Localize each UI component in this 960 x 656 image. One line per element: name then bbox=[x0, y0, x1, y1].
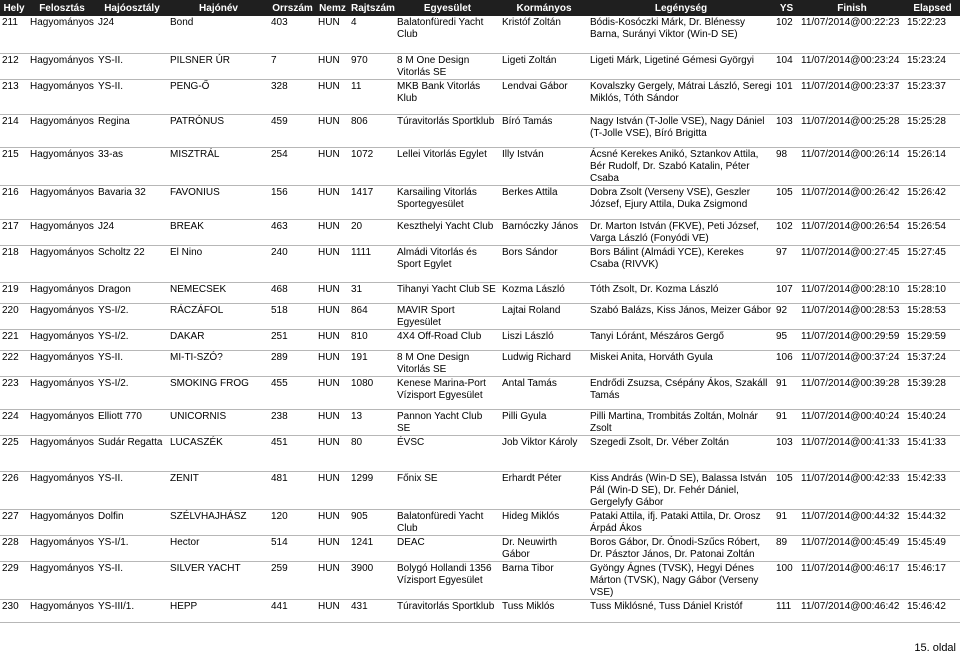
table-row bbox=[0, 435, 960, 471]
results-body bbox=[0, 16, 960, 622]
col-header: Elapsed bbox=[905, 0, 960, 16]
table-row bbox=[0, 409, 960, 435]
cell-start-number: 905 bbox=[349, 509, 395, 535]
table-row bbox=[0, 329, 960, 350]
cell-elapsed: 15:22:23 bbox=[905, 16, 960, 53]
cell-skipper: Kozma László bbox=[500, 282, 588, 303]
cell-skipper: Antal Tamás bbox=[500, 376, 588, 409]
cell-elapsed: 15:42:33 bbox=[905, 471, 960, 509]
cell-finish: 11/07/2014@00:46:17 bbox=[799, 561, 905, 599]
cell-finish: 11/07/2014@00:41:33 bbox=[799, 435, 905, 471]
cell-place: 224 bbox=[0, 409, 28, 435]
col-header: Legénység bbox=[588, 0, 774, 16]
cell-sail-number: 254 bbox=[269, 147, 316, 185]
cell-start-number: 1417 bbox=[349, 185, 395, 219]
cell-class: YS-I/2. bbox=[96, 376, 168, 409]
cell-class: 33-as bbox=[96, 147, 168, 185]
cell-club: Karsailing Vitorlás Sportegyesület bbox=[395, 185, 500, 219]
cell-division: Hagyományos bbox=[28, 509, 96, 535]
cell-elapsed: 15:46:42 bbox=[905, 599, 960, 622]
cell-class: YS-II. bbox=[96, 471, 168, 509]
cell-club: Balatonfüredi Yacht Club bbox=[395, 16, 500, 53]
cell-boat-name: PILSNER ÚR bbox=[168, 53, 269, 79]
table-row bbox=[0, 535, 960, 561]
cell-sail-number: 238 bbox=[269, 409, 316, 435]
page-number: 15. oldal bbox=[914, 642, 956, 654]
col-header: Hely bbox=[0, 0, 28, 16]
cell-club: Főnix SE bbox=[395, 471, 500, 509]
cell-finish: 11/07/2014@00:23:24 bbox=[799, 53, 905, 79]
cell-ys: 105 bbox=[774, 185, 799, 219]
cell-skipper: Illy István bbox=[500, 147, 588, 185]
table-row bbox=[0, 471, 960, 509]
cell-nation: HUN bbox=[316, 219, 349, 245]
cell-ys: 104 bbox=[774, 53, 799, 79]
cell-club: 8 M One Design Vitorlás SE bbox=[395, 53, 500, 79]
cell-elapsed: 15:25:28 bbox=[905, 114, 960, 147]
cell-club: Kenese Marina-Port Vízisport Egyesület bbox=[395, 376, 500, 409]
cell-crew: Bors Bálint (Almádi YCE), Kerekes Csaba (RIVVK) bbox=[588, 245, 774, 282]
cell-elapsed: 15:23:37 bbox=[905, 79, 960, 114]
cell-class: YS-II. bbox=[96, 53, 168, 79]
cell-skipper: Kristóf Zoltán bbox=[500, 16, 588, 53]
cell-elapsed: 15:37:24 bbox=[905, 350, 960, 376]
cell-place: 211 bbox=[0, 16, 28, 53]
cell-start-number: 1111 bbox=[349, 245, 395, 282]
table-row bbox=[0, 303, 960, 329]
cell-boat-name: ZENIT bbox=[168, 471, 269, 509]
cell-class: Scholtz 22 bbox=[96, 245, 168, 282]
header-row bbox=[0, 0, 960, 16]
cell-nation: HUN bbox=[316, 350, 349, 376]
cell-sail-number: 120 bbox=[269, 509, 316, 535]
cell-sail-number: 289 bbox=[269, 350, 316, 376]
cell-elapsed: 15:29:59 bbox=[905, 329, 960, 350]
col-header: Hajónév bbox=[168, 0, 269, 16]
cell-place: 220 bbox=[0, 303, 28, 329]
cell-place: 212 bbox=[0, 53, 28, 79]
cell-division: Hagyományos bbox=[28, 409, 96, 435]
cell-place: 229 bbox=[0, 561, 28, 599]
cell-start-number: 3900 bbox=[349, 561, 395, 599]
cell-place: 219 bbox=[0, 282, 28, 303]
cell-nation: HUN bbox=[316, 471, 349, 509]
cell-class: Elliott 770 bbox=[96, 409, 168, 435]
table-row bbox=[0, 599, 960, 622]
cell-place: 228 bbox=[0, 535, 28, 561]
cell-place: 215 bbox=[0, 147, 28, 185]
cell-crew: Ligeti Márk, Ligetiné Gémesi Györgyi bbox=[588, 53, 774, 79]
cell-skipper: Lajtai Roland bbox=[500, 303, 588, 329]
cell-place: 227 bbox=[0, 509, 28, 535]
cell-division: Hagyományos bbox=[28, 53, 96, 79]
cell-start-number: 970 bbox=[349, 53, 395, 79]
cell-skipper: Tuss Miklós bbox=[500, 599, 588, 622]
cell-crew: Boros Gábor, Dr. Ónodi-Szűcs Róbert, Dr. Pásztor János, Dr. Patonai Zoltán bbox=[588, 535, 774, 561]
cell-crew: Pilli Martina, Trombitás Zoltán, Molnár Zsolt bbox=[588, 409, 774, 435]
cell-division: Hagyományos bbox=[28, 376, 96, 409]
cell-start-number: 11 bbox=[349, 79, 395, 114]
cell-finish: 11/07/2014@00:22:23 bbox=[799, 16, 905, 53]
cell-class: YS-II. bbox=[96, 561, 168, 599]
cell-ys: 102 bbox=[774, 219, 799, 245]
cell-sail-number: 459 bbox=[269, 114, 316, 147]
cell-elapsed: 15:46:17 bbox=[905, 561, 960, 599]
cell-skipper: Job Viktor Károly bbox=[500, 435, 588, 471]
cell-ys: 98 bbox=[774, 147, 799, 185]
cell-crew: Tóth Zsolt, Dr. Kozma László bbox=[588, 282, 774, 303]
cell-sail-number: 468 bbox=[269, 282, 316, 303]
cell-sail-number: 259 bbox=[269, 561, 316, 599]
cell-place: 221 bbox=[0, 329, 28, 350]
cell-skipper: Hideg Miklós bbox=[500, 509, 588, 535]
cell-elapsed: 15:27:45 bbox=[905, 245, 960, 282]
cell-skipper: Bíró Tamás bbox=[500, 114, 588, 147]
cell-place: 216 bbox=[0, 185, 28, 219]
cell-ys: 97 bbox=[774, 245, 799, 282]
cell-ys: 102 bbox=[774, 16, 799, 53]
cell-place: 222 bbox=[0, 350, 28, 376]
cell-place: 213 bbox=[0, 79, 28, 114]
cell-ys: 103 bbox=[774, 435, 799, 471]
table-row bbox=[0, 219, 960, 245]
cell-class: YS-I/2. bbox=[96, 303, 168, 329]
cell-class: Regina bbox=[96, 114, 168, 147]
cell-finish: 11/07/2014@00:28:53 bbox=[799, 303, 905, 329]
cell-elapsed: 15:45:49 bbox=[905, 535, 960, 561]
cell-boat-name: Bond bbox=[168, 16, 269, 53]
cell-class: YS-I/1. bbox=[96, 535, 168, 561]
cell-sail-number: 481 bbox=[269, 471, 316, 509]
cell-skipper: Pilli Gyula bbox=[500, 409, 588, 435]
cell-ys: 91 bbox=[774, 509, 799, 535]
cell-division: Hagyományos bbox=[28, 303, 96, 329]
cell-crew: Dr. Marton István (FKVE), Peti József, Varga László (Fonyódi VE) bbox=[588, 219, 774, 245]
cell-sail-number: 441 bbox=[269, 599, 316, 622]
cell-nation: HUN bbox=[316, 147, 349, 185]
cell-class: YS-II. bbox=[96, 79, 168, 114]
cell-start-number: 31 bbox=[349, 282, 395, 303]
cell-crew: Gyöngy Ágnes (TVSK), Hegyi Dénes Márton (TVSK), Nagy Gábor (Verseny VSE) bbox=[588, 561, 774, 599]
cell-crew: Szegedi Zsolt, Dr. Véber Zoltán bbox=[588, 435, 774, 471]
col-header: Hajóosztály bbox=[96, 0, 168, 16]
cell-crew: Tuss Miklósné, Tuss Dániel Kristóf bbox=[588, 599, 774, 622]
cell-ys: 103 bbox=[774, 114, 799, 147]
cell-club: MKB Bank Vitorlás Klub bbox=[395, 79, 500, 114]
cell-division: Hagyományos bbox=[28, 435, 96, 471]
cell-boat-name: SILVER YACHT bbox=[168, 561, 269, 599]
cell-place: 226 bbox=[0, 471, 28, 509]
cell-division: Hagyományos bbox=[28, 350, 96, 376]
cell-place: 214 bbox=[0, 114, 28, 147]
cell-elapsed: 15:41:33 bbox=[905, 435, 960, 471]
cell-class: YS-II. bbox=[96, 350, 168, 376]
cell-crew: Bódis-Kosóczki Márk, Dr. Blénessy Barna, Surányi Viktor (Win-D SE) bbox=[588, 16, 774, 53]
cell-place: 230 bbox=[0, 599, 28, 622]
cell-crew: Endrődi Zsuzsa, Csépány Ákos, Szakáll Tamás bbox=[588, 376, 774, 409]
cell-crew: Dobra Zsolt (Verseny VSE), Geszler József, Ejury Attila, Duka Zsigmond bbox=[588, 185, 774, 219]
cell-elapsed: 15:23:24 bbox=[905, 53, 960, 79]
cell-finish: 11/07/2014@00:42:33 bbox=[799, 471, 905, 509]
col-header: YS bbox=[774, 0, 799, 16]
col-header: Egyesület bbox=[395, 0, 500, 16]
cell-nation: HUN bbox=[316, 509, 349, 535]
table-row bbox=[0, 561, 960, 599]
col-header: Nemz bbox=[316, 0, 349, 16]
cell-division: Hagyományos bbox=[28, 471, 96, 509]
cell-class: Dolfin bbox=[96, 509, 168, 535]
table-row bbox=[0, 79, 960, 114]
cell-elapsed: 15:44:32 bbox=[905, 509, 960, 535]
cell-division: Hagyományos bbox=[28, 599, 96, 622]
cell-sail-number: 240 bbox=[269, 245, 316, 282]
cell-class: Bavaria 32 bbox=[96, 185, 168, 219]
cell-club: Bolygó Hollandi 1356 Vízisport Egyesület bbox=[395, 561, 500, 599]
cell-club: ÉVSC bbox=[395, 435, 500, 471]
cell-crew: Tanyi Lóránt, Mészáros Gergő bbox=[588, 329, 774, 350]
cell-division: Hagyományos bbox=[28, 561, 96, 599]
table-row bbox=[0, 282, 960, 303]
cell-division: Hagyományos bbox=[28, 147, 96, 185]
cell-ys: 105 bbox=[774, 471, 799, 509]
cell-finish: 11/07/2014@00:26:42 bbox=[799, 185, 905, 219]
cell-crew: Ácsné Kerekes Anikó, Sztankov Attila, Bér Rudolf, Dr. Szabó Katalin, Péter Csaba bbox=[588, 147, 774, 185]
table-row bbox=[0, 147, 960, 185]
cell-elapsed: 15:26:42 bbox=[905, 185, 960, 219]
cell-ys: 107 bbox=[774, 282, 799, 303]
cell-finish: 11/07/2014@00:40:24 bbox=[799, 409, 905, 435]
cell-ys: 101 bbox=[774, 79, 799, 114]
cell-crew: Nagy István (T-Jolle VSE), Nagy Dániel (T-Jolle VSE), Bíró Brigitta bbox=[588, 114, 774, 147]
cell-ys: 100 bbox=[774, 561, 799, 599]
cell-sail-number: 455 bbox=[269, 376, 316, 409]
cell-class: J24 bbox=[96, 16, 168, 53]
cell-start-number: 1299 bbox=[349, 471, 395, 509]
cell-finish: 11/07/2014@00:29:59 bbox=[799, 329, 905, 350]
table-row bbox=[0, 114, 960, 147]
cell-finish: 11/07/2014@00:46:42 bbox=[799, 599, 905, 622]
cell-skipper: Dr. Neuwirth Gábor bbox=[500, 535, 588, 561]
cell-boat-name: LUCASZÉK bbox=[168, 435, 269, 471]
cell-boat-name: PATRÓNUS bbox=[168, 114, 269, 147]
table-row bbox=[0, 509, 960, 535]
cell-division: Hagyományos bbox=[28, 219, 96, 245]
cell-start-number: 13 bbox=[349, 409, 395, 435]
cell-boat-name: PENG-Ő bbox=[168, 79, 269, 114]
cell-boat-name: Hector bbox=[168, 535, 269, 561]
cell-sail-number: 403 bbox=[269, 16, 316, 53]
cell-sail-number: 7 bbox=[269, 53, 316, 79]
cell-crew: Kiss András (Win-D SE), Balassa István Pál (Win-D SE), Dr. Fehér Dániel, Gergelyfy Gábor bbox=[588, 471, 774, 509]
cell-nation: HUN bbox=[316, 53, 349, 79]
cell-club: 4X4 Off-Road Club bbox=[395, 329, 500, 350]
cell-nation: HUN bbox=[316, 114, 349, 147]
cell-finish: 11/07/2014@00:23:37 bbox=[799, 79, 905, 114]
cell-boat-name: SMOKING FROG bbox=[168, 376, 269, 409]
table-row bbox=[0, 376, 960, 409]
cell-finish: 11/07/2014@00:25:28 bbox=[799, 114, 905, 147]
cell-nation: HUN bbox=[316, 561, 349, 599]
col-header: Finish bbox=[799, 0, 905, 16]
cell-sail-number: 463 bbox=[269, 219, 316, 245]
col-header: Kormányos bbox=[500, 0, 588, 16]
cell-elapsed: 15:26:14 bbox=[905, 147, 960, 185]
cell-crew: Szabó Balázs, Kiss János, Meizer Gábor bbox=[588, 303, 774, 329]
cell-boat-name: RÁCZÁFOL bbox=[168, 303, 269, 329]
cell-elapsed: 15:28:10 bbox=[905, 282, 960, 303]
cell-finish: 11/07/2014@00:39:28 bbox=[799, 376, 905, 409]
cell-club: Tihanyi Yacht Club SE bbox=[395, 282, 500, 303]
cell-nation: HUN bbox=[316, 599, 349, 622]
col-header: Rajtszám bbox=[349, 0, 395, 16]
cell-finish: 11/07/2014@00:37:24 bbox=[799, 350, 905, 376]
cell-club: Pannon Yacht Club SE bbox=[395, 409, 500, 435]
cell-finish: 11/07/2014@00:28:10 bbox=[799, 282, 905, 303]
cell-elapsed: 15:40:24 bbox=[905, 409, 960, 435]
cell-start-number: 80 bbox=[349, 435, 395, 471]
cell-club: Balatonfüredi Yacht Club bbox=[395, 509, 500, 535]
cell-elapsed: 15:26:54 bbox=[905, 219, 960, 245]
cell-start-number: 1241 bbox=[349, 535, 395, 561]
cell-finish: 11/07/2014@00:26:54 bbox=[799, 219, 905, 245]
table-row bbox=[0, 350, 960, 376]
cell-skipper: Barna Tibor bbox=[500, 561, 588, 599]
table-row bbox=[0, 185, 960, 219]
cell-club: MAVIR Sport Egyesület bbox=[395, 303, 500, 329]
cell-finish: 11/07/2014@00:45:49 bbox=[799, 535, 905, 561]
cell-elapsed: 15:28:53 bbox=[905, 303, 960, 329]
cell-crew: Miskei Anita, Horváth Gyula bbox=[588, 350, 774, 376]
cell-club: Túravitorlás Sportklub bbox=[395, 599, 500, 622]
cell-nation: HUN bbox=[316, 435, 349, 471]
cell-sail-number: 328 bbox=[269, 79, 316, 114]
cell-sail-number: 514 bbox=[269, 535, 316, 561]
cell-finish: 11/07/2014@00:26:14 bbox=[799, 147, 905, 185]
cell-place: 218 bbox=[0, 245, 28, 282]
cell-place: 225 bbox=[0, 435, 28, 471]
cell-class: Dragon bbox=[96, 282, 168, 303]
cell-division: Hagyományos bbox=[28, 282, 96, 303]
cell-sail-number: 451 bbox=[269, 435, 316, 471]
cell-division: Hagyományos bbox=[28, 79, 96, 114]
cell-class: Sudár Regatta bbox=[96, 435, 168, 471]
cell-club: Túravitorlás Sportklub bbox=[395, 114, 500, 147]
cell-boat-name: BREAK bbox=[168, 219, 269, 245]
cell-boat-name: El Nino bbox=[168, 245, 269, 282]
cell-nation: HUN bbox=[316, 535, 349, 561]
cell-start-number: 1072 bbox=[349, 147, 395, 185]
cell-skipper: Bors Sándor bbox=[500, 245, 588, 282]
cell-boat-name: NEMECSEK bbox=[168, 282, 269, 303]
cell-club: DEAC bbox=[395, 535, 500, 561]
cell-start-number: 4 bbox=[349, 16, 395, 53]
cell-skipper: Erhardt Péter bbox=[500, 471, 588, 509]
cell-class: J24 bbox=[96, 219, 168, 245]
cell-sail-number: 518 bbox=[269, 303, 316, 329]
cell-ys: 111 bbox=[774, 599, 799, 622]
cell-nation: HUN bbox=[316, 303, 349, 329]
cell-start-number: 806 bbox=[349, 114, 395, 147]
cell-ys: 106 bbox=[774, 350, 799, 376]
cell-place: 223 bbox=[0, 376, 28, 409]
cell-nation: HUN bbox=[316, 376, 349, 409]
cell-ys: 91 bbox=[774, 409, 799, 435]
cell-boat-name: MI-TI-SZÓ? bbox=[168, 350, 269, 376]
cell-class: YS-I/2. bbox=[96, 329, 168, 350]
cell-finish: 11/07/2014@00:44:32 bbox=[799, 509, 905, 535]
cell-nation: HUN bbox=[316, 16, 349, 53]
cell-club: Lellei Vitorlás Egylet bbox=[395, 147, 500, 185]
cell-class: YS-III/1. bbox=[96, 599, 168, 622]
cell-skipper: Lendvai Gábor bbox=[500, 79, 588, 114]
cell-skipper: Barnóczky János bbox=[500, 219, 588, 245]
cell-division: Hagyományos bbox=[28, 16, 96, 53]
cell-club: 8 M One Design Vitorlás SE bbox=[395, 350, 500, 376]
cell-boat-name: HEPP bbox=[168, 599, 269, 622]
cell-nation: HUN bbox=[316, 79, 349, 114]
cell-ys: 95 bbox=[774, 329, 799, 350]
cell-start-number: 1080 bbox=[349, 376, 395, 409]
table-row bbox=[0, 245, 960, 282]
cell-sail-number: 251 bbox=[269, 329, 316, 350]
cell-start-number: 20 bbox=[349, 219, 395, 245]
cell-ys: 92 bbox=[774, 303, 799, 329]
col-header: Felosztás bbox=[28, 0, 96, 16]
cell-club: Keszthelyi Yacht Club bbox=[395, 219, 500, 245]
cell-crew: Pataki Attila, ifj. Pataki Attila, Dr. Orosz Árpád Ákos bbox=[588, 509, 774, 535]
cell-crew: Kovalszky Gergely, Mátrai László, Seregi Miklós, Tóth Sándor bbox=[588, 79, 774, 114]
cell-start-number: 191 bbox=[349, 350, 395, 376]
cell-boat-name: SZÉLVHAJHÁSZ bbox=[168, 509, 269, 535]
cell-skipper: Liszi László bbox=[500, 329, 588, 350]
cell-boat-name: DAKAR bbox=[168, 329, 269, 350]
cell-nation: HUN bbox=[316, 409, 349, 435]
cell-division: Hagyományos bbox=[28, 329, 96, 350]
cell-start-number: 810 bbox=[349, 329, 395, 350]
cell-ys: 91 bbox=[774, 376, 799, 409]
cell-elapsed: 15:39:28 bbox=[905, 376, 960, 409]
cell-nation: HUN bbox=[316, 245, 349, 282]
cell-nation: HUN bbox=[316, 185, 349, 219]
table-row bbox=[0, 16, 960, 53]
cell-sail-number: 156 bbox=[269, 185, 316, 219]
cell-boat-name: UNICORNIS bbox=[168, 409, 269, 435]
cell-start-number: 864 bbox=[349, 303, 395, 329]
cell-skipper: Ligeti Zoltán bbox=[500, 53, 588, 79]
col-header: Orrszám bbox=[269, 0, 316, 16]
cell-finish: 11/07/2014@00:27:45 bbox=[799, 245, 905, 282]
cell-nation: HUN bbox=[316, 329, 349, 350]
table-row bbox=[0, 53, 960, 79]
cell-boat-name: FAVONIUS bbox=[168, 185, 269, 219]
cell-boat-name: MISZTRÁL bbox=[168, 147, 269, 185]
cell-place: 217 bbox=[0, 219, 28, 245]
cell-division: Hagyományos bbox=[28, 245, 96, 282]
cell-division: Hagyományos bbox=[28, 114, 96, 147]
cell-skipper: Ludwig Richard bbox=[500, 350, 588, 376]
cell-nation: HUN bbox=[316, 282, 349, 303]
cell-division: Hagyományos bbox=[28, 535, 96, 561]
cell-skipper: Berkes Attila bbox=[500, 185, 588, 219]
cell-club: Almádi Vitorlás és Sport Egylet bbox=[395, 245, 500, 282]
cell-ys: 89 bbox=[774, 535, 799, 561]
cell-start-number: 431 bbox=[349, 599, 395, 622]
cell-division: Hagyományos bbox=[28, 185, 96, 219]
